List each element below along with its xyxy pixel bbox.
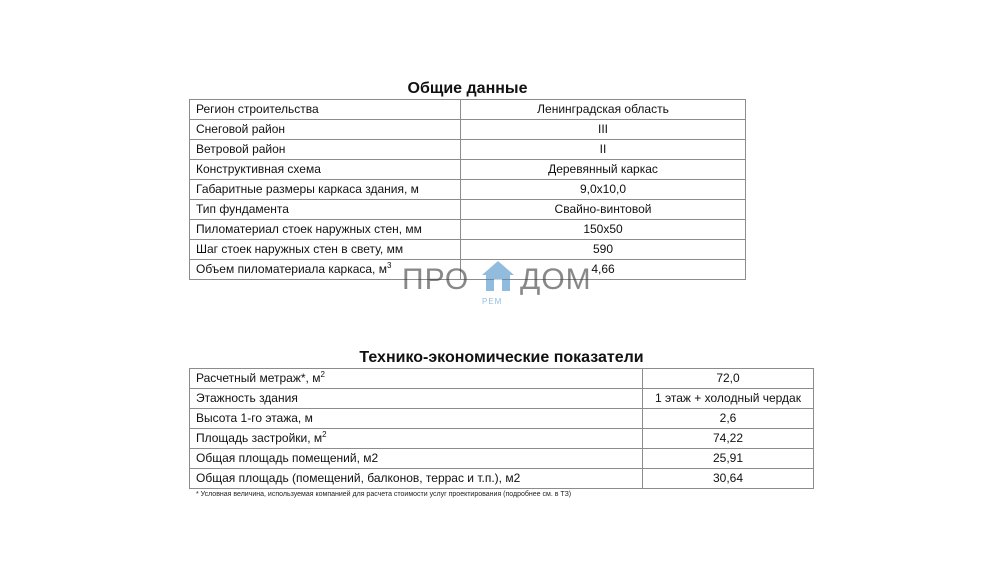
row-label: Высота 1-го этажа, м — [190, 409, 643, 429]
row-value: 9,0х10,0 — [461, 180, 746, 200]
row-value: 74,22 — [643, 429, 814, 449]
footnote: * Условная величина, используемая компанией для расчета стоимости услуг проектирования (подробнее см. в ТЗ) — [196, 491, 572, 498]
watermark-logo — [402, 263, 602, 311]
row-label: Конструктивная схема — [190, 160, 461, 180]
row-label: Снеговой район — [190, 120, 461, 140]
table-row — [190, 120, 746, 140]
row-value: 4,66 — [461, 260, 746, 280]
row-label: Тип фундамента — [190, 200, 461, 220]
table-row — [190, 140, 746, 160]
row-label: Пиломатериал стоек наружных стен, мм — [190, 220, 461, 240]
logo-sub-text: РЕМ — [482, 297, 503, 306]
row-label: Шаг стоек наружных стен в свету, мм — [190, 240, 461, 260]
logo-left-text: ПРО — [402, 263, 470, 296]
row-label: Габаритные размеры каркаса здания, м — [190, 180, 461, 200]
row-label — [190, 429, 643, 449]
tech-indicators-title: Технико-экономические показатели — [359, 349, 644, 366]
table-row — [190, 429, 814, 449]
unit-superscript: 2 — [322, 430, 327, 439]
table-row — [190, 240, 746, 260]
unit-superscript: 3 — [386, 261, 392, 270]
row-value: II — [461, 140, 746, 160]
row-value: III — [461, 120, 746, 140]
row-label — [190, 369, 643, 389]
row-label: Ветровой район — [190, 140, 461, 160]
row-label-text: Расчетный метраж*, м — [196, 371, 321, 385]
row-label: Регион строительства — [190, 100, 461, 120]
row-value: 25,91 — [643, 449, 814, 469]
tech-indicators-table — [189, 368, 814, 489]
table-row — [190, 469, 814, 489]
row-label-text: Площадь застройки, м — [196, 431, 323, 445]
table-row — [190, 200, 746, 220]
unit-superscript: 2 — [320, 370, 325, 379]
row-value: 30,64 — [643, 469, 814, 489]
row-value: Деревянный каркас — [461, 160, 746, 180]
row-label: Общая площадь (помещений, балконов, террас и т.п.), м2 — [190, 469, 643, 489]
table-row — [190, 369, 814, 389]
row-label: Этажность здания — [190, 389, 643, 409]
row-value: 72,0 — [643, 369, 814, 389]
table-row — [190, 449, 814, 469]
table-row — [190, 100, 746, 120]
general-data-table — [189, 99, 746, 280]
row-value: Ленинградская область — [461, 100, 746, 120]
row-value: 590 — [461, 240, 746, 260]
table-row — [190, 180, 746, 200]
row-value: 150х50 — [461, 220, 746, 240]
table-row — [190, 160, 746, 180]
general-data-title: Общие данные — [407, 80, 528, 97]
row-value: 1 этаж + холодный чердак — [643, 389, 814, 409]
table-row — [190, 409, 814, 429]
row-label-text: Объем пиломатериала каркаса, м — [196, 262, 387, 276]
row-value: Свайно-винтовой — [461, 200, 746, 220]
row-label: Общая площадь помещений, м2 — [190, 449, 643, 469]
table-row — [190, 220, 746, 240]
house-icon — [480, 259, 516, 293]
row-value: 2,6 — [643, 409, 814, 429]
table-row — [190, 389, 814, 409]
logo-right-text: ДОМ — [520, 263, 592, 296]
